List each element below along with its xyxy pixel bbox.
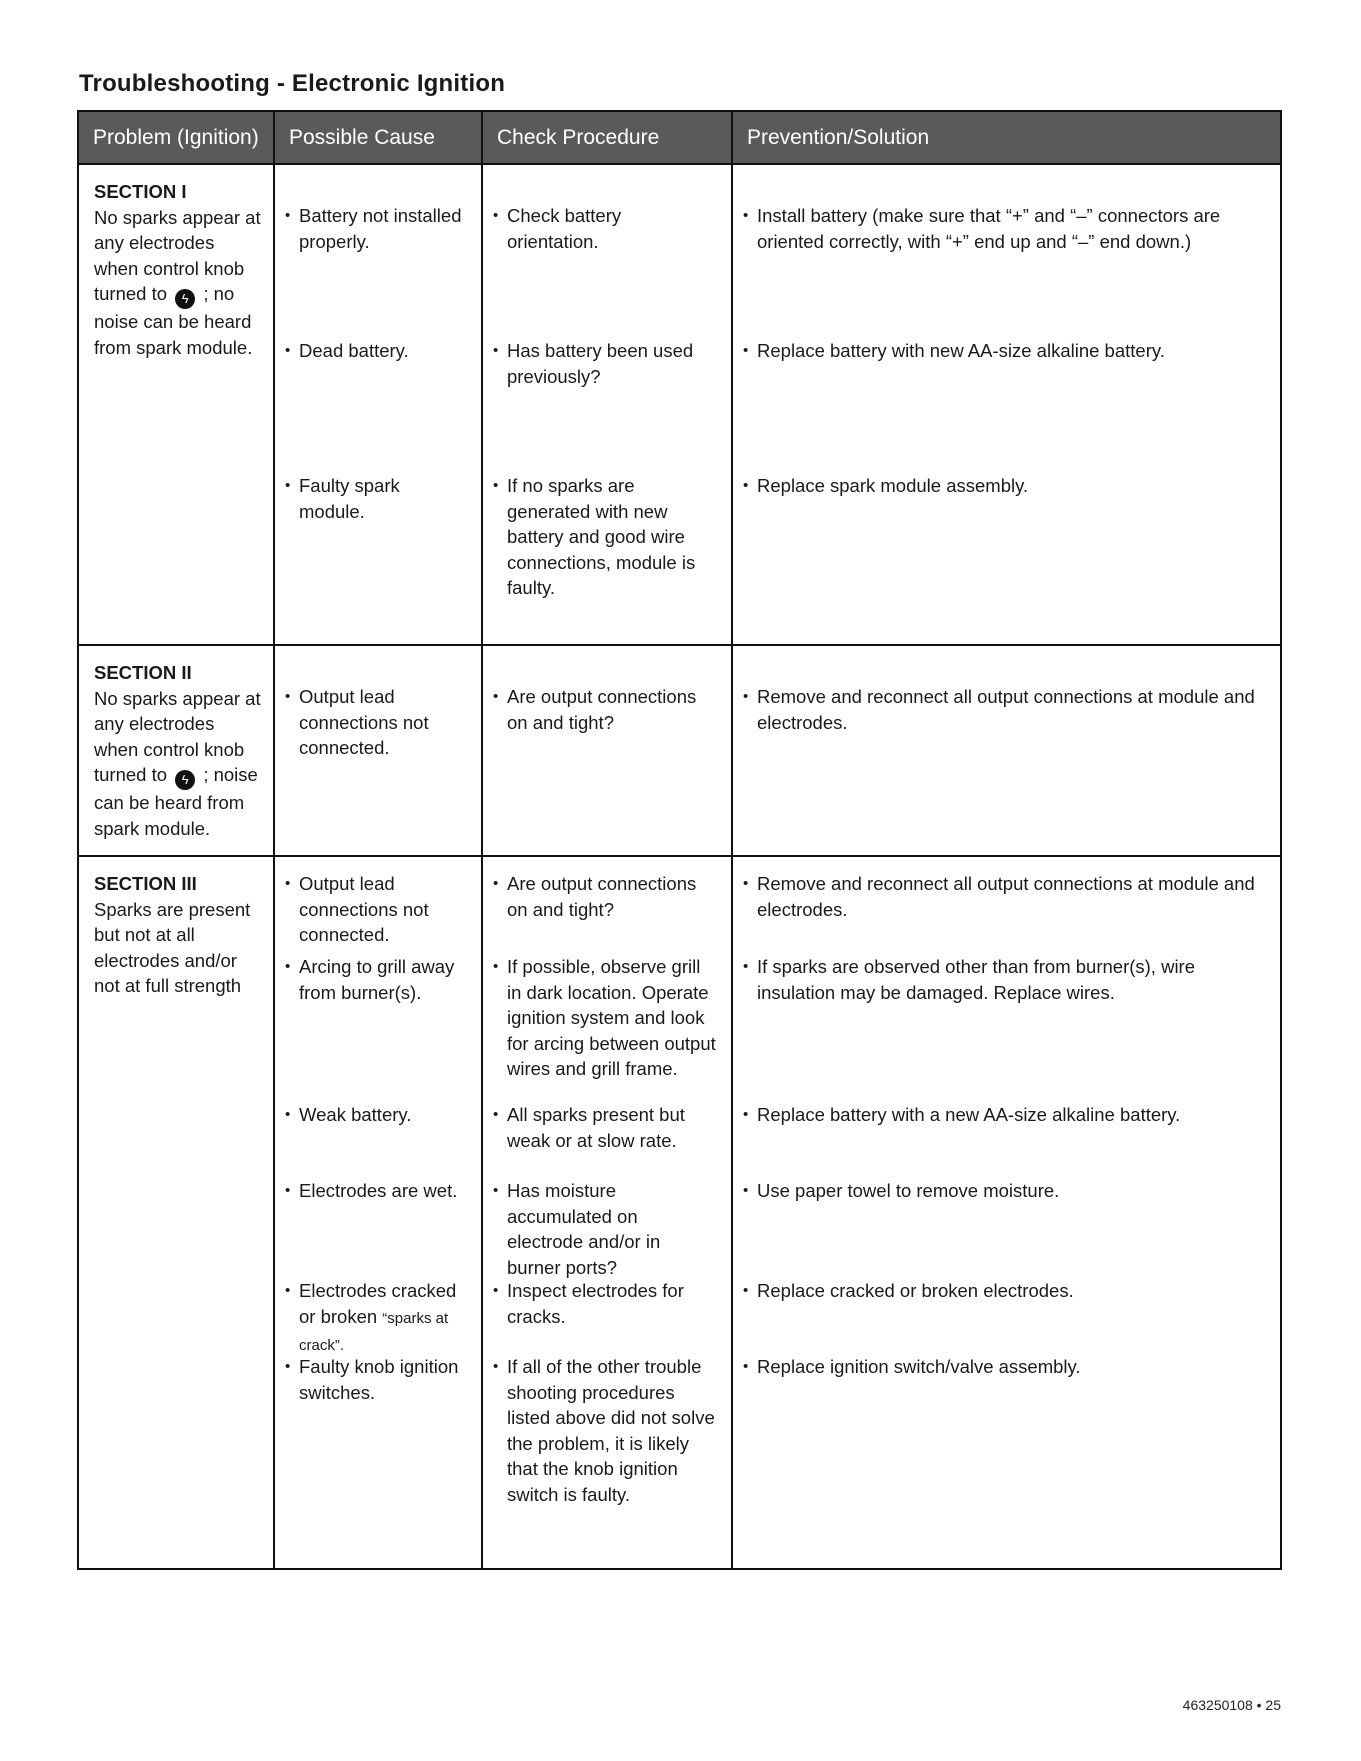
header-problem: Problem (Ignition) (78, 111, 274, 164)
check-item: • If possible, observe grill in dark location. Operate ignition system and look for arcing between output wires and grill frame. (493, 954, 717, 1082)
section-label: SECTION II (94, 662, 192, 683)
check-cell (482, 856, 732, 1569)
solution-item: • Install battery (make sure that “+” and “–” connectors are oriented correctly, with “+” end up and “–” end down.) (743, 203, 1266, 254)
solution-item: • Remove and reconnect all output connections at module and electrodes. (743, 684, 1266, 735)
cause-item: • Dead battery. (285, 338, 467, 364)
check-item: • If all of the other trouble shooting procedures listed above did not solve the problem, it is likely that the knob ignition switch is faulty. (493, 1354, 717, 1507)
cause-item: • Output lead connections not connected. (285, 684, 467, 761)
cause-item: • Output lead connections not connected. (285, 871, 467, 948)
cause-item: • Faulty spark module. (285, 473, 467, 524)
table-row (78, 856, 1281, 1569)
solution-cell (732, 856, 1281, 1569)
cause-item: • Faulty knob ignition switches. (285, 1354, 467, 1405)
solution-item: • Replace battery with a new AA-size alkaline battery. (743, 1102, 1266, 1128)
cause-cell (274, 164, 482, 645)
spark-ignite-icon: ϟ (175, 770, 195, 790)
solution-item: • Replace cracked or broken electrodes. (743, 1278, 1266, 1304)
solution-cell (732, 645, 1281, 856)
header-check-procedure: Check Procedure (482, 111, 732, 164)
cause-item: • Arcing to grill away from burner(s). (285, 954, 467, 1005)
problem-text: Sparks are present but not at all electrodes and/or not at full strength (94, 898, 251, 996)
table-row (78, 164, 1281, 645)
cause-item: • Battery not installed properly. (285, 203, 467, 254)
check-item: • Has moisture accumulated on electrode and/or in burner ports? (493, 1178, 717, 1280)
cause-item (285, 1278, 467, 1359)
page-title: Troubleshooting - Electronic Ignition (79, 70, 506, 97)
problem-cell (78, 645, 274, 856)
cause-text: Electrodes cracked or broken (299, 1280, 457, 1327)
cause-item: • Electrodes are wet. (285, 1178, 467, 1204)
troubleshooting-table (77, 110, 1282, 1570)
solution-item: • Replace spark module assembly. (743, 473, 1266, 499)
problem-text: No sparks appear at any electrodes when control knob turned to (94, 687, 261, 785)
solution-item: • Remove and reconnect all output connections at module and electrodes. (743, 871, 1266, 922)
check-item: • Are output connections on and tight? (493, 871, 717, 922)
table-row (78, 645, 1281, 856)
check-item: • If no sparks are generated with new battery and good wire connections, module is faulty. (493, 473, 717, 601)
header-prevention-solution: Prevention/Solution (732, 111, 1281, 164)
table-header-row (78, 111, 1281, 164)
cause-cell (274, 645, 482, 856)
page-footer: 463250108 • 25 (1182, 1697, 1281, 1713)
problem-text: No sparks appear at any electrodes when control knob turned to (94, 206, 261, 304)
problem-cell (78, 164, 274, 645)
cause-item: • Weak battery. (285, 1102, 467, 1128)
problem-text: ; no noise can be heard from spark module. (94, 283, 253, 358)
check-cell (482, 164, 732, 645)
solution-item: • If sparks are observed other than from burner(s), wire insulation may be damaged. Replace wires. (743, 954, 1266, 1005)
cause-note: “sparks at crack”. (299, 1309, 449, 1354)
header-possible-cause: Possible Cause (274, 111, 482, 164)
check-item: • Has battery been used previously? (493, 338, 717, 389)
spark-ignite-icon: ϟ (175, 289, 195, 309)
check-item: • Inspect electrodes for cracks. (493, 1278, 717, 1329)
check-item: • All sparks present but weak or at slow rate. (493, 1102, 717, 1153)
check-item: • Check battery orientation. (493, 203, 717, 254)
problem-cell (78, 856, 274, 1569)
solution-item: • Replace battery with new AA-size alkaline battery. (743, 338, 1266, 364)
section-label: SECTION III (94, 873, 197, 894)
solution-cell (732, 164, 1281, 645)
problem-text: ; noise can be heard from spark module. (94, 764, 258, 839)
check-item: • Are output connections on and tight? (493, 684, 717, 735)
solution-item: • Use paper towel to remove moisture. (743, 1178, 1266, 1204)
section-label: SECTION I (94, 181, 187, 202)
check-cell (482, 645, 732, 856)
solution-item: • Replace ignition switch/valve assembly. (743, 1354, 1266, 1380)
cause-cell (274, 856, 482, 1569)
